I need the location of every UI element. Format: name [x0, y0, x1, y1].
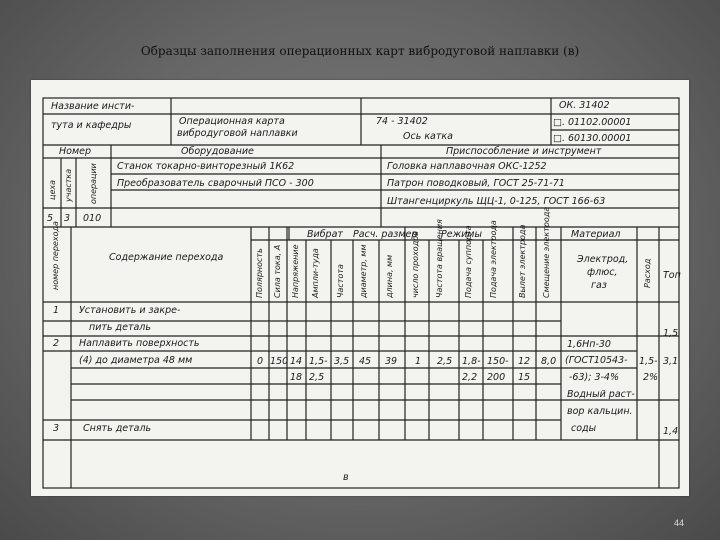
shop-number: 5	[47, 213, 54, 224]
code-3: □. 60130.00001	[553, 133, 632, 144]
row2-electrode-feed: 150-	[487, 356, 509, 367]
row2-stickout-2: 15	[518, 372, 531, 383]
row2-voltage-2: 18	[290, 372, 303, 383]
row2-consumption-2: 2%	[643, 372, 659, 383]
current-header: Сила тока, А	[273, 244, 282, 298]
row2-material-6: соды	[571, 423, 597, 434]
modes-header: Режимы	[441, 229, 482, 240]
org-name-line2: тута и кафедры	[51, 120, 132, 131]
row1-text1: Установить и закре-	[79, 305, 181, 316]
content-header: Содержание перехода	[109, 252, 224, 263]
row3-number: 3	[53, 423, 60, 434]
org-name-line1: Название инсти-	[51, 101, 135, 112]
row2-passes: 1	[415, 356, 422, 367]
step-header: Смещение электрода	[542, 206, 551, 298]
row2-current: 150	[270, 356, 289, 367]
row2-consumption: 1,5-	[639, 356, 658, 367]
row2-feed: 1,8-	[462, 356, 481, 367]
row2-material-2: (ГОСТ10543-	[565, 355, 628, 366]
electrode-feed-header: Подача электрода	[489, 220, 498, 298]
material-header: Материал	[571, 229, 621, 240]
card-title-line2: вибродуговой наплавки	[177, 128, 298, 139]
row2-step: 8,0	[541, 356, 557, 367]
row2-material-4: Водный раст-	[567, 389, 635, 400]
row2-material-5: вор кальцин.	[567, 406, 633, 417]
code-1: ОК. 31402	[559, 100, 610, 111]
voltage-header: Напряжение	[291, 244, 300, 298]
vibration-header: Вибрат	[307, 229, 343, 240]
time-header: Топ	[663, 270, 681, 281]
material-desc-1: Электрод,	[577, 254, 629, 265]
page-number: 44	[673, 518, 684, 528]
operation-card-scan	[31, 80, 689, 496]
row1-text2: пить деталь	[89, 322, 151, 333]
material-desc-2: флюс,	[587, 267, 618, 278]
row2-electrode-feed-2: 200	[487, 372, 506, 383]
rotation-header: Частота вращения	[435, 219, 444, 298]
row2-length: 39	[385, 356, 398, 367]
part-name: Ось катка	[403, 131, 453, 142]
transition-number-header: номер перехода	[51, 221, 60, 290]
equipment-1: Станок токарно-винторезный 1К62	[117, 161, 295, 172]
slide-title: Образцы заполнения операционных карт вибродуговой наплавки (в)	[140, 44, 580, 58]
row1-number: 1	[53, 305, 60, 316]
row2-polarity: 0	[257, 356, 264, 367]
polarity-header: Полярность	[255, 248, 264, 298]
equipment-label: Оборудование	[181, 146, 254, 157]
fixtures-label: Приспособление и инструмент	[446, 146, 602, 157]
row2-time: 3,1	[663, 356, 679, 367]
row3-time: 1,4	[663, 426, 679, 437]
row2-feed-2: 2,2	[462, 372, 478, 383]
row2-material: 1,6Нп-30	[567, 339, 611, 350]
part-number: 74 - 31402	[376, 116, 428, 127]
operation-number: 010	[83, 213, 102, 224]
figure-label: в	[343, 472, 349, 483]
tool-3: Штангенциркуль ЩЦ-1, 0-125, ГОСТ 166-63	[387, 196, 606, 207]
code-2: □. 01102.00001	[553, 117, 632, 128]
amplitude-header: Ампли-туда	[311, 248, 320, 298]
section-label: участка	[64, 168, 73, 202]
equipment-2: Преобразователь сварочный ПСО - 300	[117, 178, 314, 189]
frequency-header: Частота	[336, 264, 345, 298]
shop-label: цеха	[48, 179, 57, 200]
number-label: Номер	[59, 146, 91, 157]
diameter-header: диаметр, мм	[359, 244, 368, 298]
row2-text2: (4) до диаметра 48 мм	[79, 355, 193, 366]
row2-stickout: 12	[518, 356, 531, 367]
tool-1: Головка наплавочная ОКС-1252	[387, 161, 547, 172]
stickout-header: Вылет электрода	[518, 224, 527, 298]
passes-header: число проходов	[411, 231, 420, 298]
row1-time: 1,5	[663, 328, 679, 339]
section-number: 3	[64, 213, 71, 224]
material-desc-3: газ	[591, 280, 607, 291]
row2-frequency: 3,5	[334, 356, 350, 367]
row2-amplitude: 1,5-	[309, 356, 328, 367]
row2-material-3: -63); 3-4%	[569, 372, 619, 383]
row2-rotation: 2,5	[437, 356, 453, 367]
row2-diameter: 45	[359, 356, 372, 367]
calc-size-header: Расч. размер	[353, 229, 418, 240]
feed-header: Подача суппорта	[464, 225, 473, 298]
tool-2: Патрон поводковый, ГОСТ 25-71-71	[387, 178, 565, 189]
card-title-line1: Операционная карта	[179, 116, 285, 127]
row3-text1: Снять деталь	[83, 423, 152, 434]
row2-voltage: 14	[290, 356, 303, 367]
row2-number: 2	[53, 338, 60, 349]
consumption-header: Расход	[643, 258, 652, 288]
length-header: длина, мм	[385, 254, 394, 298]
row2-amplitude-2: 2,5	[309, 372, 325, 383]
row2-text1: Наплавить поверхность	[79, 338, 200, 349]
operation-label: операции	[89, 163, 98, 204]
